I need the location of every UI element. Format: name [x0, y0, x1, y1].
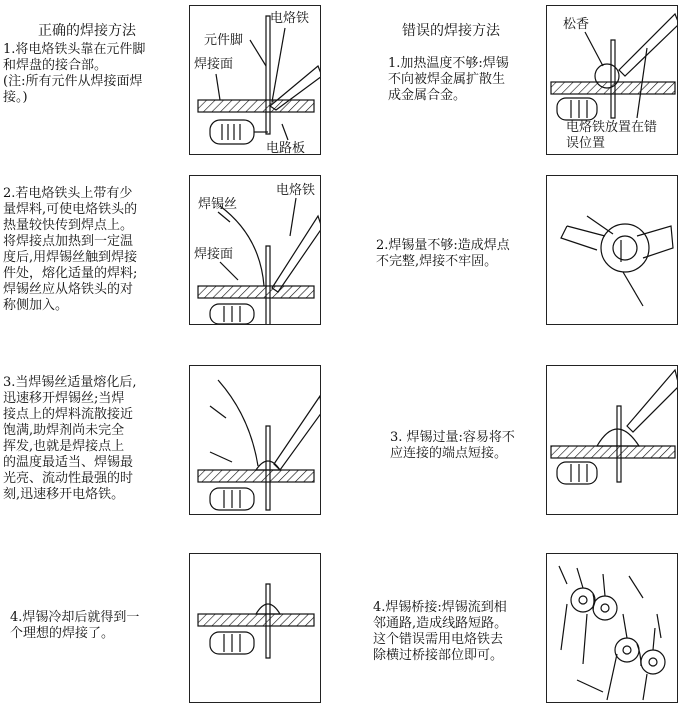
label-soldering-iron: 电烙铁 — [276, 183, 316, 198]
wrong-method-header: 错误的焊接方法 — [402, 23, 500, 39]
wrong-step-2-text: 2.焊锡量不够:造成焊点 不完整,焊接不牢固。 — [376, 238, 510, 269]
correct-step-4-diagram — [189, 553, 321, 703]
wrong-step-3-diagram — [546, 365, 678, 515]
correct-step-2-text: 2.若电烙铁头上带有少 量焊料,可使电烙铁头的 热量较快传到焊点上。 将焊接点加热到一定温 度后,用焊锡丝触到焊接 件处，熔化适量的焊料; 焊锡丝应从烙铁头的对 称侧加入。 — [3, 186, 138, 313]
label-solder-wire: 焊锡丝 — [198, 197, 238, 212]
correct-step-1-diagram — [189, 5, 321, 155]
correct-step-3-diagram — [189, 365, 321, 515]
soldering-iron-icon — [627, 370, 678, 432]
label-solder-surface: 焊接面 — [194, 247, 234, 262]
label-rosin: 松香 — [563, 17, 590, 32]
correct-step-4-text: 4.焊锡冷却后就得到一 个理想的焊接了。 — [10, 610, 140, 641]
correct-method-header: 正确的焊接方法 — [38, 23, 136, 39]
correct-step-1-text: 1.将电烙铁头靠在元件脚 和焊盘的接合部。 (注:所有元件从焊接面焊 接。) — [3, 42, 146, 105]
label-soldering-iron: 电烙铁 — [270, 11, 310, 26]
wrong-step-3-text: 3. 焊锡过量:容易将不 应连接的端点短接。 — [390, 430, 515, 461]
wrong-step-1-text: 1.加热温度不够:焊锡 不向被焊金属扩散生 成金属合金。 — [388, 56, 509, 103]
component-lead — [266, 16, 270, 134]
wrong-step-4-diagram — [546, 553, 678, 703]
correct-step-2-diagram — [189, 175, 321, 325]
resistor-icon — [210, 120, 268, 144]
label-circuit-board: 电路板 — [266, 141, 306, 156]
wrong-step-2-diagram — [546, 175, 678, 325]
circuit-board — [198, 100, 314, 112]
label-component-lead: 元件脚 — [204, 33, 244, 48]
soldering-iron-icon — [619, 14, 678, 76]
correct-step-3-text: 3.当焊锡丝适量熔化后, 迅速移开焊锡丝;当焊 接点上的焊料流散接近 饱满,助焊剂尚未完全 挥发,也就是焊接点上 的温度最适当、焊锡最 光亮、流动性最强的时 刻,迅速移开电烙铁。 — [3, 375, 137, 502]
soldering-iron-icon — [272, 216, 321, 292]
label-iron-wrong-position: 电烙铁放置在错 误位置 — [566, 120, 658, 151]
solder-wire-icon — [220, 206, 264, 286]
wrong-step-4-text: 4.焊锡桥接:焊锡流到相 邻通路,造成线路短路。 这个错误需用电烙铁去 除横过桥接部位即可。 — [373, 600, 508, 663]
label-solder-surface: 焊接面 — [194, 57, 234, 72]
